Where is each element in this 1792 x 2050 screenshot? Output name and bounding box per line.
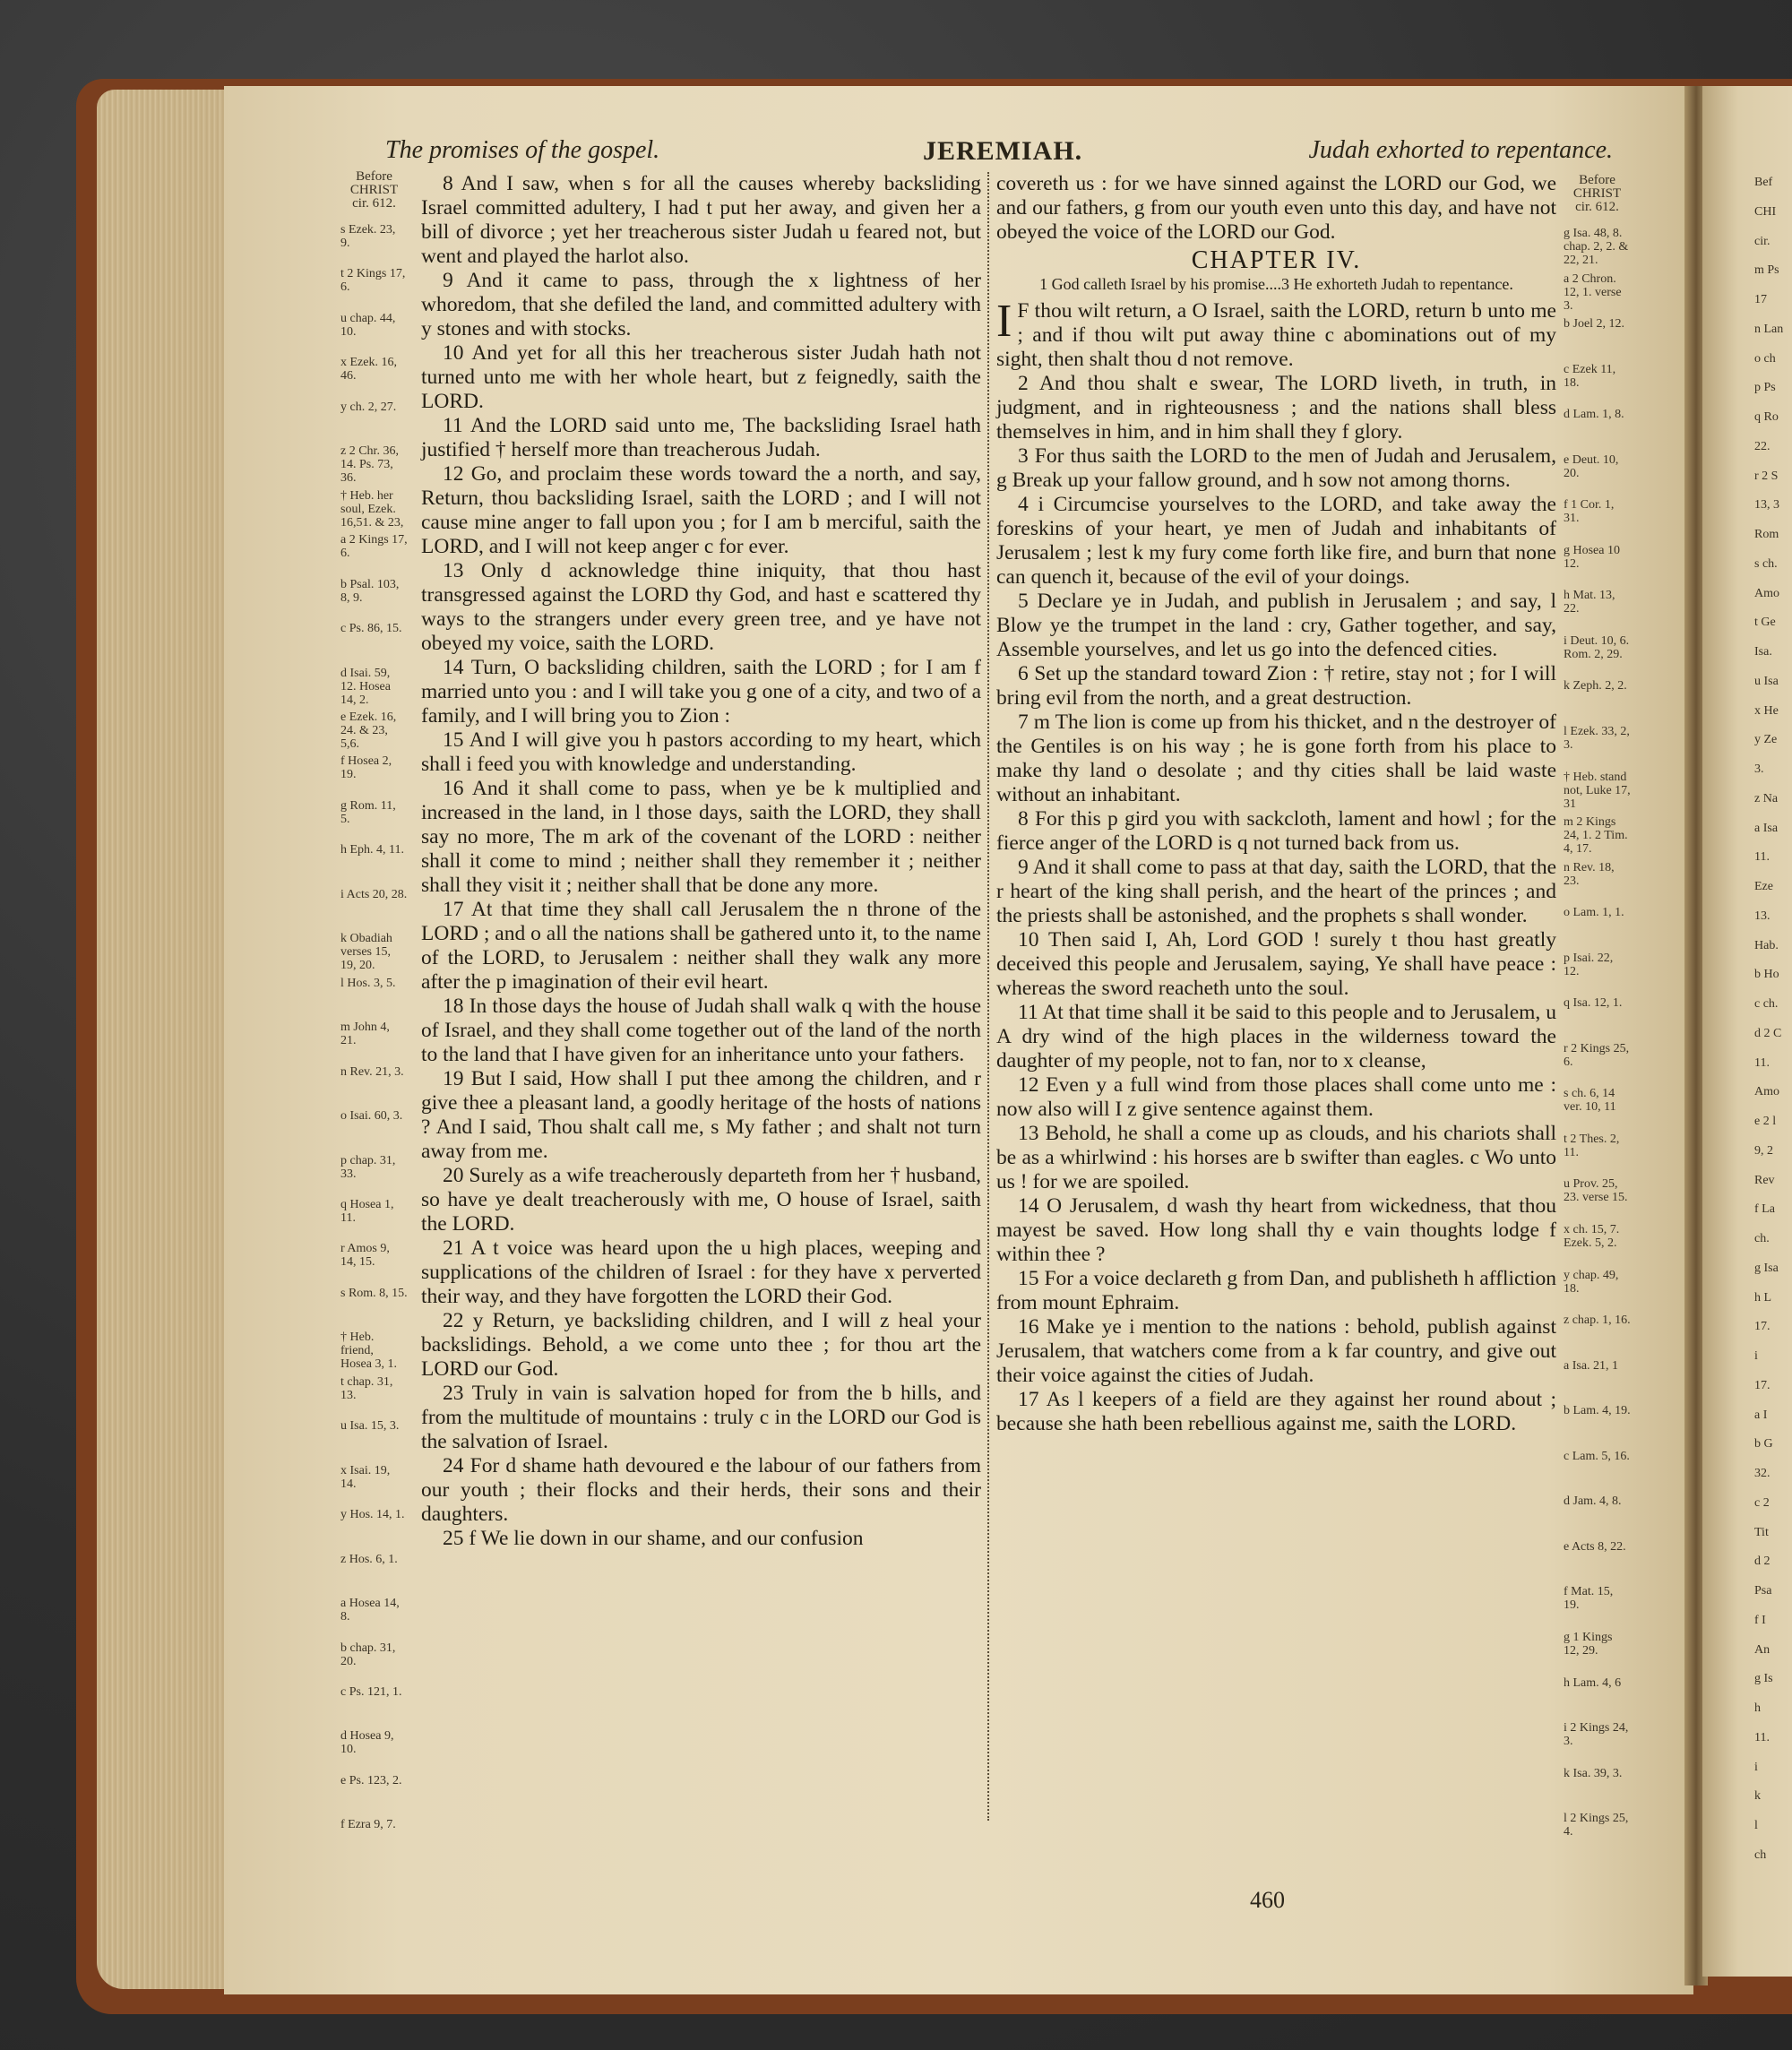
marginal-reference: b Joel 2, 12. [1564,317,1625,332]
marginal-reference: a Isa [1754,821,1779,835]
marginal-reference: Rev [1754,1173,1775,1187]
verse: 11 At that time shall it be said to this people and to Jerusalem, u A dry wind of the high places in the wilderness toward the daughter of my people, not to fan, nor to x cleanse, [996,1001,1556,1072]
marginal-reference: s ch. 6, 14 ver. 10, 11 [1564,1087,1616,1115]
marginal-reference: n Rev. 18, 23. [1564,860,1615,888]
marginal-reference: t 2 Kings 17, 6. [340,267,406,295]
marginal-reference: u Isa. 15, 3. [340,1419,400,1434]
facing-page-notes [1754,176,1790,1878]
marginal-reference: Psa [1754,1584,1772,1598]
marginal-reference: i [1754,1760,1758,1774]
marginal-reference: r Amos 9, 14, 15. [340,1242,390,1270]
marginal-reference: n Lan [1754,322,1784,336]
verse: 2 And thou shalt e swear, The LORD liveth, in truth, in judgment, and in righteousness ; and the nations shall bless themselves in him, and in him shall they f glory. [996,372,1556,444]
marginal-reference: d Lam. 1, 8. [1564,408,1624,422]
verse: 7 m The lion is come up from his thicket, and n the destroyer of the Gentiles is on his way ; he is gone forth from his place to make thy land o desolate ; and thy cities shall be laid waste without an inhabitant. [996,711,1556,806]
verse: 10 And yet for all this her treacherous sister Judah hath not turned unto me with her whole heart, but z feignedly, saith the LORD. [421,341,981,413]
page-edges [97,90,231,1989]
marginal-reference: q Ro [1754,410,1779,424]
marginal-reference: e Acts 8, 22. [1564,1539,1626,1554]
marginal-reference: a Hosea 14, 8. [340,1597,400,1624]
marginal-reference: 32. [1754,1467,1770,1480]
marginal-reference: e Ps. 123, 2. [340,1773,402,1787]
verse: 3 For thus saith the LORD to the men of Judah and Jerusalem, g Break up your fallow ground, and h sow not among thorns. [996,444,1556,492]
marginal-reference: Hab. [1754,938,1779,952]
verse: 24 For d shame hath devoured e the labour of our fathers from our youth ; their flocks and their herds, their sons and their daughters. [421,1454,981,1526]
verse: 11 And the LORD said unto me, The backsliding Israel hath justified † herself more than treacherous Judah. [421,414,981,461]
drop-cap: I [996,296,1012,347]
marginal-reference: s Ezek. 23, 9. [340,223,396,250]
verse: 5 Declare ye in Judah, and publish in Jerusalem ; and say, l Blow ye the trumpet in the land : cry, Gather together, and say, Assemble yourselves, and let us go into the defenced cities. [996,590,1556,661]
marginal-reference: c Ezek 11, 18. [1564,362,1616,390]
marginal-reference: c Ps. 121, 1. [340,1684,402,1699]
marginal-reference: g Hosea 10 12. [1564,543,1620,571]
chapter-summary: 1 God calleth Israel by his promise....3 He exhorteth Judah to repentance. [1039,275,1513,293]
marginal-reference: 3. [1754,762,1764,776]
verse: 9 And it came to pass, through the x lightness of her whoredom, that she defiled the land, and committed adultery with y stones and with stocks. [421,269,981,340]
marginal-reference: 11. [1754,850,1770,865]
verse: 8 For this p gird you with sackcloth, lament and howl ; for the fierce anger of the LORD is q not turned back from us. [996,807,1556,855]
marginal-reference: d Hosea 9, 10. [340,1729,394,1757]
marginal-reference: e Ezek. 16, 24. & 23, 5,6. [340,710,397,750]
marginal-reference: i Deut. 10, 6. Rom. 2, 29. [1564,633,1630,661]
marginal-reference: p chap. 31, 33. [340,1153,396,1181]
marginal-reference: o ch [1754,351,1776,366]
marginal-reference: cir. [1754,234,1770,248]
marginal-reference: c Ps. 86, 15. [340,622,402,636]
marginal-reference: g Isa [1754,1261,1779,1275]
left-text-column [421,172,981,1551]
marginal-reference: y ch. 2, 27. [340,400,397,414]
marginal-reference: a Isa. 21, 1 [1564,1358,1619,1373]
right-text-column [996,172,1556,1436]
verse: 8 And I saw, when s for all the causes whereby backsliding Israel committed adultery, I had t put her away, and given her a bill of divorce ; yet her treacherous sister Judah u feared not, but went and played the harlot also. [421,172,981,268]
marginal-reference: k Isa. 39, 3. [1564,1766,1623,1780]
marginal-reference: ch. [1754,1232,1770,1245]
marginal-reference: f I [1754,1613,1766,1627]
header-right: Judah exhorted to repentance. [1308,136,1613,164]
verse: 13 Only d acknowledge thine iniquity, that thou hast transgressed against the LORD thy God, and hast e scattered thy ways to the strangers under every green tree, and ye have not obeyed my voice, saith the LORD. [421,559,981,655]
page-number: 460 [1250,1887,1285,1913]
left-margin-notes [340,170,408,1863]
marginal-reference: y chap. 49, 18. [1564,1268,1619,1296]
marginal-reference: f Mat. 15, 19. [1564,1585,1614,1613]
marginal-reference: e Deut. 10, 20. [1564,452,1619,480]
marginal-reference: t Ge [1754,616,1776,630]
marginal-reference: k Obadiah verses 15, 19, 20. [340,932,392,971]
verse: 13 Behold, he shall a come up as clouds, and his chariots shall be as a whirlwind : his horses are b swifter than eagles. c Wo unto us ! for we are spoiled. [996,1122,1556,1193]
marginal-reference: Amo [1754,1085,1779,1099]
marginal-reference: g Isa. 48, 8. chap. 2, 2. & 22, 21. [1564,227,1629,267]
verse: 23 Truly in vain is salvation hoped for from the b hills, and from the multitude of mountains : truly c in the LORD our God is the salvation of Israel. [421,1382,981,1453]
marginal-reference: u chap. 44, 10. [340,311,396,339]
marginal-reference: o Isai. 60, 3. [340,1109,403,1124]
marginal-reference: y Ze [1754,733,1778,747]
marginal-reference: b Psal. 103, 8, 9. [340,577,400,605]
marginal-reference: b Ho [1754,968,1779,982]
marginal-reference: † Heb. friend, Hosea 3, 1. [340,1331,397,1370]
marginal-reference: r 2 S [1754,469,1779,483]
verse: 25 f We lie down in our shame, and our confusion [443,1527,864,1550]
marginal-reference: m 2 Kings 24, 1. 2 Tim. 4, 17. [1564,815,1628,856]
verse: 12 Even y a full wind from those places shall come unto me : now also will I z give sentence against them. [996,1073,1556,1121]
marginal-reference: a I [1754,1408,1768,1422]
marginal-reference: b G [1754,1437,1773,1451]
marginal-reference: a 2 Kings 17, 6. [340,533,408,561]
marginal-reference: s Rom. 8, 15. [340,1286,408,1300]
marginal-reference: f La [1754,1202,1775,1217]
marginal-reference: g Is [1754,1672,1773,1686]
chapter-verses [996,296,1556,1436]
marginal-reference: p Isai. 22, 12. [1564,951,1614,978]
marginal-reference: h L [1754,1290,1772,1305]
verse: 20 Surely as a wife treacherously departeth from her † husband, so have ye dealt treacherously with me, O house of Israel, saith the LORD. [421,1164,982,1236]
marginal-reference: d 2 [1754,1555,1770,1569]
marginal-reference: 9, 2 [1754,1143,1773,1158]
verse: 9 And it shall come to pass at that day, saith the LORD, that the r heart of the king shall perish, and the heart of the princes ; and the priests shall be astonished, and the prophets s shall wonder. [996,856,1556,927]
marginal-reference: a 2 Chron. 12, 1. verse 3. [1564,271,1622,313]
marginal-reference: h Mat. 13, 22. [1564,589,1615,616]
marginal-reference: b chap. 31, 20. [340,1641,396,1668]
header-left: The promises of the gospel. [385,136,660,164]
marginal-reference: Tit [1754,1525,1769,1539]
verse: 21 A t voice was heard upon the u high places, weeping and supplications of the children of Israel : for they have x perverted their way, and they have forgotten the LORD their God. [421,1236,981,1308]
verse: 6 Set up the standard toward Zion : † retire, stay not ; for I will bring evil from the north, and a great destruction. [996,662,1556,710]
verse: 19 But I said, How shall I put thee among the children, and r give thee a pleasant land, a goodly heritage of the hosts of nations ? And I said, Thou shalt call me, s My father ; and shalt not turn away from me. [421,1067,981,1163]
marginal-reference: Rom [1754,528,1779,541]
marginal-reference: z chap. 1, 16. [1564,1314,1631,1328]
verse: 14 O Jerusalem, d wash thy heart from wickedness, that thou mayest be saved. How long shall thy e vain thoughts lodge f within thee ? [996,1194,1556,1266]
marginal-reference: n Rev. 21, 3. [340,1064,404,1079]
right-margin-notes [1564,174,1631,1857]
marginal-reference: Amo [1754,586,1779,600]
era-label: Before CHRIST cir. 612. [349,169,399,211]
marginal-reference: i [1754,1349,1758,1363]
verse: 17 At that time they shall call Jerusalem the n throne of the LORD ; and o all the nations shall be gathered unto it, to the name of the LORD, to Jerusalem : neither shall they walk any more after the p imagination of their evil heart. [421,898,981,994]
marginal-reference: u Prov. 25, 23. verse 15. [1564,1177,1628,1205]
marginal-reference: z 2 Chr. 36, 14. Ps. 73, 36. [340,444,399,484]
marginal-reference: m Ps [1754,263,1779,278]
marginal-reference: t chap. 31, 13. [340,1374,393,1402]
marginal-reference: z Hos. 6, 1. [340,1552,398,1566]
marginal-reference: 11. [1754,1055,1770,1070]
marginal-reference: h [1754,1701,1761,1715]
verse: 16 And it shall come to pass, when ye be k multiplied and increased in the land, in l those days, saith the LORD, they shall say no more, The m ark of the covenant of the LORD : neither shall it come to mind ; neither shall they remember it ; neither shall they visit it ; neither shall that be done any more. [421,777,981,897]
verse: 10 Then said I, Ah, Lord GOD ! surely t thou hast greatly deceived this people and Jerusalem, saying, Ye shall have peace : whereas the sword reacheth unto the soul. [996,928,1556,1000]
era-label: Before CHRIST cir. 612. [1572,173,1622,214]
marginal-reference: CHI [1754,204,1777,219]
verse: 15 For a voice declareth g from Dan, and publisheth h affliction from mount Ephraim. [996,1267,1556,1314]
marginal-reference: c ch. [1754,997,1779,1011]
marginal-reference: An [1754,1642,1770,1657]
marginal-reference: 22. [1754,439,1770,453]
marginal-reference: d Isai. 59, 12. Hosea 14, 2. [340,666,391,705]
verse-text: F thou wilt return, a O Israel, saith the LORD, return b unto me ; and if thou wilt put away thine c abominations out of my sight, then shalt thou d not remove. [996,299,1556,371]
marginal-reference: d Jam. 4, 8. [1564,1494,1622,1509]
column-divider [987,172,989,1821]
marginal-reference: x Isai. 19, 14. [340,1463,391,1491]
verse: 15 And I will give you h pastors according to my heart, which shall i feed you with knowledge and understanding. [421,728,981,776]
header-book-title: JEREMIAH. [923,136,1083,166]
marginal-reference: u Isa [1754,674,1779,688]
marginal-reference: h Lam. 4, 6 [1564,1675,1622,1690]
marginal-reference: l 2 Kings 25, 4. [1564,1812,1629,1839]
running-header [385,136,1613,172]
marginal-reference: i 2 Kings 24, 3. [1564,1721,1629,1749]
marginal-reference: d 2 C [1754,1026,1782,1040]
marginal-reference: e 2 l [1754,1115,1777,1128]
marginal-reference: q Isa. 12, 1. [1564,996,1623,1011]
marginal-reference: l Hos. 3, 5. [340,976,396,990]
marginal-reference: x Ezek. 16, 46. [340,356,397,383]
marginal-reference: m John 4, 21. [340,1021,390,1048]
marginal-reference: Isa. [1754,645,1772,659]
marginal-reference: o Lam. 1, 1. [1564,906,1624,920]
marginal-reference: s ch. [1754,556,1778,571]
marginal-reference: 17. [1754,1378,1770,1392]
marginal-reference: y Hos. 14, 1. [340,1508,405,1522]
marginal-reference: Eze [1754,880,1773,893]
marginal-reference: c 2 [1754,1495,1770,1510]
marginal-reference: q Hosea 1, 11. [340,1197,394,1225]
marginal-reference: l Ezek. 33, 2, 3. [1564,725,1630,753]
chapter-title: CHAPTER IV. [1191,246,1362,274]
marginal-reference: Bef [1754,176,1773,189]
first-verse [996,296,1556,372]
marginal-reference: 17. [1754,1320,1770,1334]
marginal-reference: f Ezra 9, 7. [340,1818,396,1832]
marginal-reference: b Lam. 4, 19. [1564,1404,1631,1418]
verse: 16 Make ye i mention to the nations : behold, publish against Jerusalem, that watchers come from a k far country, and give out their voice against the cities of Judah. [996,1315,1556,1387]
marginal-reference: g Rom. 11, 5. [340,798,396,826]
marginal-reference: f Hosea 2, 19. [340,754,392,782]
marginal-reference: x He [1754,703,1779,718]
marginal-reference: 17 [1754,293,1767,306]
marginal-reference: ch [1754,1848,1767,1862]
marginal-reference: p Ps [1754,381,1776,395]
verse: 18 In those days the house of Judah shall walk q with the house of Israel, and they shall come together out of the land of the north to the land that I have given for an inheritance unto your fathers. [421,995,981,1066]
verse: 4 i Circumcise yourselves to the LORD, and take away the foreskins of your heart, ye men of Judah and inhabitants of Jerusalem ; lest k my fury come forth like fire, and burn that none can quench it, because of the evil of your doings. [996,493,1556,589]
verse: 12 Go, and proclaim these words toward the a north, and say, Return, thou backsliding Israel, saith the LORD ; and I will not cause mine anger to fall upon you ; for I am b merciful, saith the LORD, and I will not keep anger c for ever. [421,462,981,558]
marginal-reference: k [1754,1789,1761,1804]
marginal-reference: † Heb. stand not, Luke 17, 31 [1564,770,1631,811]
marginal-reference: f 1 Cor. 1, 31. [1564,498,1615,526]
marginal-reference: h Eph. 4, 11. [340,843,405,857]
marginal-reference: † Heb. her soul, Ezek. 16,51. & 23, [340,488,404,529]
verse-continuation: covereth us : for we have sinned against the LORD our God, we and our fathers, g from our youth even unto this day, and have not obeyed the voice of the LORD our God. [996,172,1556,244]
marginal-reference: l [1754,1819,1758,1832]
marginal-reference: t 2 Thes. 2, 11. [1564,1132,1620,1159]
marginal-reference: 13. [1754,909,1770,923]
marginal-reference: r 2 Kings 25, 6. [1564,1041,1630,1069]
marginal-reference: i Acts 20, 28. [340,887,408,901]
verse: 17 As l keepers of a field are they against her round about ; because she hath been rebellious against me, saith the LORD. [996,1388,1556,1435]
verse: 14 Turn, O backsliding children, saith the LORD ; for I am f married unto you : and I will take you g one of a city, and two of a family, and I will bring you to Zion : [421,656,981,728]
marginal-reference: k Zeph. 2, 2. [1564,679,1627,693]
marginal-reference: g 1 Kings 12, 29. [1564,1630,1613,1658]
marginal-reference: 13, 3 [1754,498,1779,512]
verse: 22 y Return, ye backsliding children, and I will z heal your backslidings. Behold, a we come unto thee ; for thou art the LORD our God. [421,1309,981,1381]
marginal-reference: c Lam. 5, 16. [1564,1449,1630,1463]
marginal-reference: x ch. 15, 7. Ezek. 5, 2. [1564,1223,1620,1251]
marginal-reference: z Na [1754,791,1779,805]
marginal-reference: 11. [1754,1730,1770,1744]
